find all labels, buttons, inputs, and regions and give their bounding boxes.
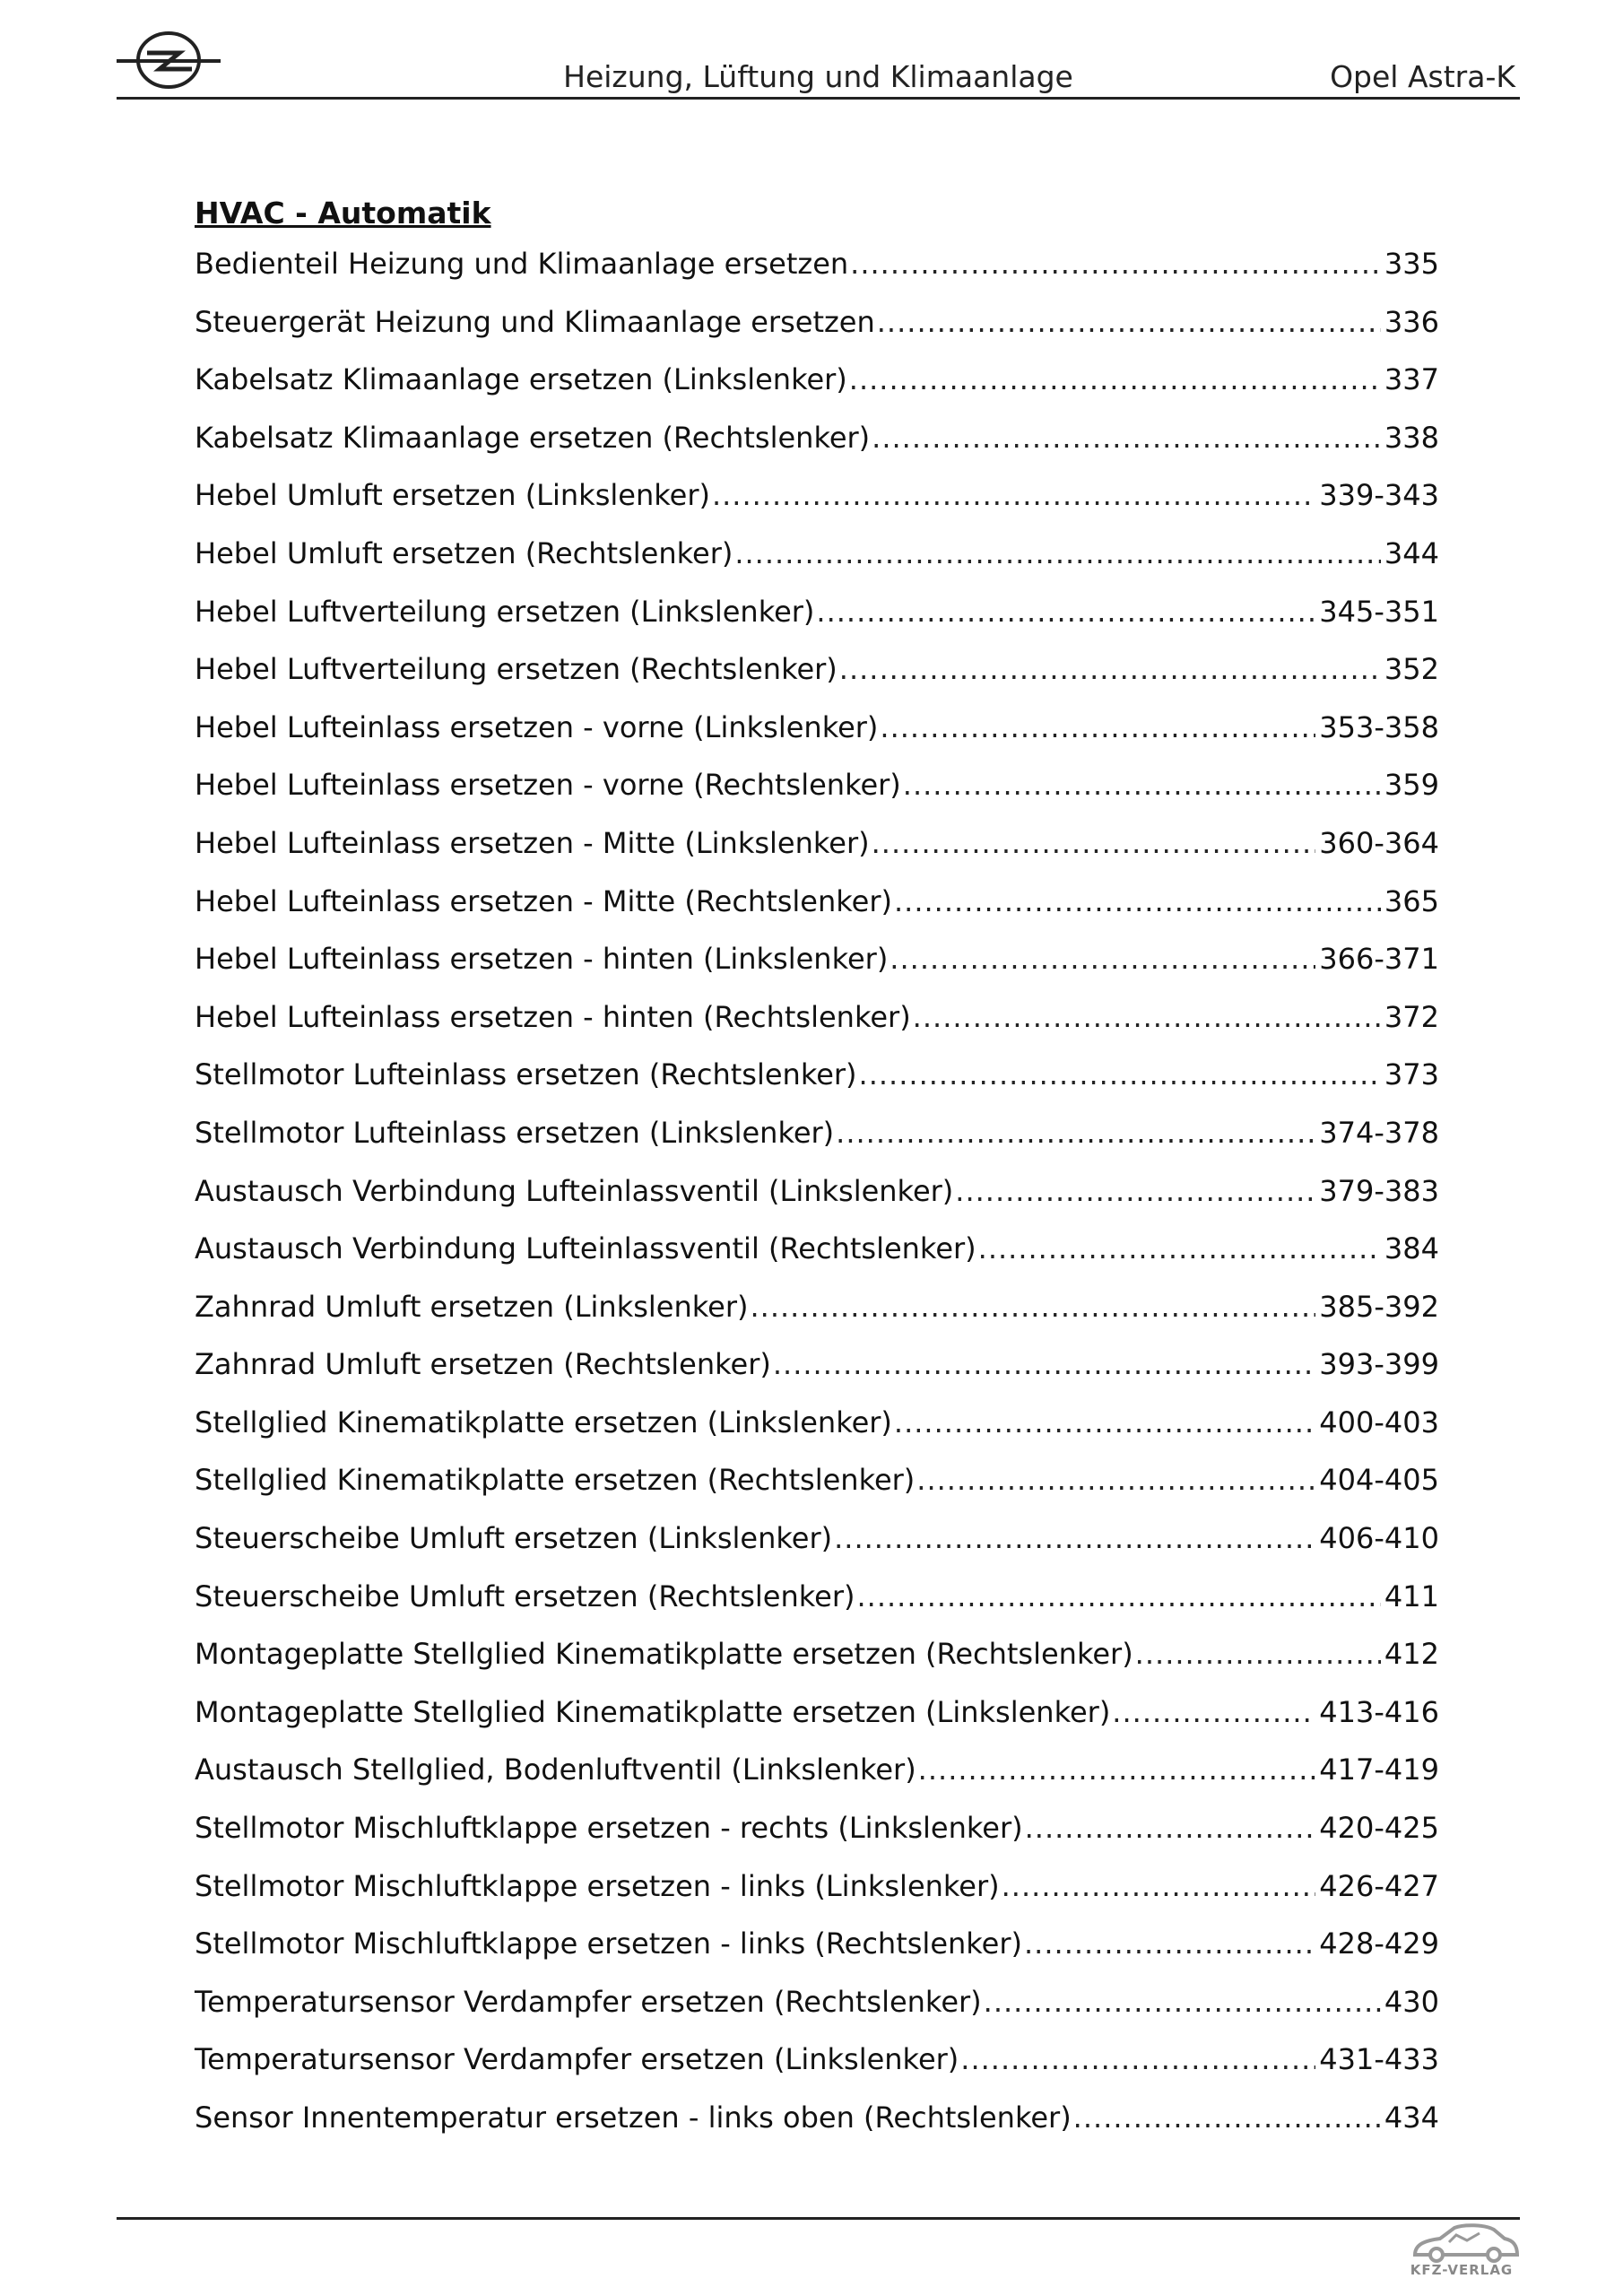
toc-leader-dots — [839, 652, 1381, 686]
toc-entry-page: 338 — [1384, 420, 1439, 455]
publisher-logo-text: KFZ-VERLAG — [1410, 2262, 1514, 2278]
toc-entry-title: Zahnrad Umluft ersetzen (Rechtslenker) — [195, 1347, 771, 1382]
toc-entry-title: Hebel Luftverteilung ersetzen (Linkslenker) — [195, 594, 815, 629]
toc-leader-dots — [849, 362, 1381, 396]
toc-leader-dots — [750, 1290, 1315, 1324]
car-icon — [1399, 2222, 1524, 2264]
toc-leader-dots — [916, 1463, 1315, 1497]
toc-entry — [195, 768, 1439, 826]
toc-entry-page: 379-383 — [1319, 1173, 1439, 1208]
toc-entry-page: 430 — [1384, 1984, 1439, 2019]
toc-entry-title: Steuerscheibe Umluft ersetzen (Rechtslenker) — [195, 1578, 855, 1613]
toc-entry — [195, 884, 1439, 943]
toc-entry-page: 428-429 — [1319, 1926, 1439, 1961]
toc-entry — [195, 2100, 1439, 2159]
toc-entry-page: 412 — [1384, 1637, 1439, 1672]
toc-entry-page: 411 — [1384, 1578, 1439, 1613]
header-model: Opel Astra-K — [1330, 59, 1515, 94]
toc-entry-title: Stellmotor Lufteinlass ersetzen (Rechtslenker) — [195, 1057, 857, 1092]
toc-entry-title: Stellmotor Mischluftklappe ersetzen - rechts (Linkslenker) — [195, 1811, 1023, 1846]
toc-entry — [195, 1290, 1439, 1348]
toc-leader-dots — [984, 1985, 1381, 2019]
toc-entry — [195, 421, 1439, 479]
table-of-contents — [195, 247, 1439, 2159]
toc-leader-dots — [978, 1231, 1381, 1265]
toc-entry — [195, 1869, 1439, 1927]
toc-leader-dots — [1025, 1811, 1316, 1845]
toc-leader-dots — [816, 595, 1315, 629]
toc-entry-title: Austausch Verbindung Lufteinlassventil (Linkslenker) — [195, 1173, 954, 1208]
toc-entry-page: 385-392 — [1319, 1289, 1439, 1324]
toc-leader-dots — [734, 536, 1381, 570]
toc-leader-dots — [872, 826, 1316, 860]
header-title: Heizung, Lüftung und Klimaanlage — [563, 59, 1073, 94]
toc-leader-dots — [773, 1347, 1315, 1381]
page-header — [117, 25, 1520, 100]
toc-leader-dots — [955, 1174, 1315, 1208]
toc-entry — [195, 1116, 1439, 1174]
toc-entry-page: 420-425 — [1319, 1811, 1439, 1846]
toc-entry-title: Austausch Verbindung Lufteinlassventil (Rechtslenker) — [195, 1231, 976, 1266]
toc-entry — [195, 1637, 1439, 1695]
toc-entry-page: 413-416 — [1319, 1694, 1439, 1729]
toc-entry-title: Hebel Lufteinlass ersetzen - vorne (Rechtslenker) — [195, 768, 901, 803]
toc-entry-title: Bedienteil Heizung und Klimaanlage ersetzen — [195, 247, 849, 281]
toc-entry-page: 434 — [1384, 2100, 1439, 2135]
toc-entry-page: 344 — [1384, 535, 1439, 570]
toc-leader-dots — [880, 710, 1315, 744]
toc-entry-title: Kabelsatz Klimaanlage ersetzen (Rechtslenker) — [195, 420, 871, 455]
toc-entry-title: Stellmotor Mischluftklappe ersetzen - links (Linkslenker) — [195, 1868, 1000, 1903]
toc-entry — [195, 652, 1439, 710]
toc-entry — [195, 305, 1439, 363]
toc-leader-dots — [834, 1521, 1315, 1555]
toc-entry-page: 345-351 — [1319, 594, 1439, 629]
toc-leader-dots — [903, 768, 1381, 802]
toc-leader-dots — [960, 2042, 1315, 2076]
publisher-logo — [1399, 2222, 1524, 2291]
toc-leader-dots — [913, 1000, 1381, 1034]
toc-entry-page: 384 — [1384, 1231, 1439, 1266]
toc-entry-page: 359 — [1384, 768, 1439, 803]
toc-leader-dots — [890, 942, 1315, 976]
toc-entry-page: 426-427 — [1319, 1868, 1439, 1903]
toc-entry — [195, 1579, 1439, 1638]
toc-entry — [195, 1521, 1439, 1579]
toc-leader-dots — [1073, 2100, 1381, 2135]
toc-entry — [195, 1405, 1439, 1464]
toc-leader-dots — [712, 478, 1315, 512]
toc-entry-page: 360-364 — [1319, 825, 1439, 860]
toc-entry — [195, 1695, 1439, 1753]
toc-entry-title: Hebel Umluft ersetzen (Linkslenker) — [195, 478, 710, 513]
toc-entry — [195, 362, 1439, 421]
toc-entry-page: 400-403 — [1319, 1405, 1439, 1439]
toc-entry-page: 372 — [1384, 999, 1439, 1034]
toc-entry — [195, 1926, 1439, 1985]
toc-leader-dots — [894, 884, 1381, 918]
toc-leader-dots — [918, 1752, 1316, 1787]
toc-entry-title: Hebel Lufteinlass ersetzen - vorne (Linkslenker) — [195, 709, 879, 744]
toc-leader-dots — [850, 247, 1381, 281]
toc-entry-title: Stellglied Kinematikplatte ersetzen (Rechtslenker) — [195, 1463, 916, 1498]
toc-entry-title: Steuergerät Heizung und Klimaanlage ersetzen — [195, 304, 875, 339]
toc-entry — [195, 1811, 1439, 1869]
toc-entry-page: 374-378 — [1319, 1115, 1439, 1150]
toc-entry-page: 431-433 — [1319, 2042, 1439, 2077]
footer-divider — [117, 2217, 1520, 2220]
toc-entry-page: 366-371 — [1319, 942, 1439, 977]
toc-entry — [195, 1057, 1439, 1116]
toc-entry — [195, 1752, 1439, 1811]
toc-entry-title: Steuerscheibe Umluft ersetzen (Linkslenker) — [195, 1521, 833, 1556]
toc-entry-page: 404-405 — [1319, 1463, 1439, 1498]
toc-leader-dots — [856, 1579, 1380, 1613]
toc-entry-title: Stellglied Kinematikplatte ersetzen (Linkslenker) — [195, 1405, 892, 1439]
toc-entry — [195, 1463, 1439, 1521]
toc-entry-title: Zahnrad Umluft ersetzen (Linkslenker) — [195, 1289, 749, 1324]
toc-leader-dots — [859, 1057, 1381, 1091]
toc-leader-dots — [836, 1116, 1315, 1150]
toc-entry-page: 352 — [1384, 652, 1439, 687]
toc-entry-page: 373 — [1384, 1057, 1439, 1092]
toc-entry — [195, 1347, 1439, 1405]
toc-entry-title: Montageplatte Stellglied Kinematikplatte ersetzen (Linkslenker) — [195, 1694, 1111, 1729]
section-title: HVAC - Automatik — [195, 196, 491, 230]
toc-entry-title: Montageplatte Stellglied Kinematikplatte ersetzen (Rechtslenker) — [195, 1637, 1133, 1672]
toc-entry-page: 365 — [1384, 883, 1439, 918]
toc-entry-page: 335 — [1384, 247, 1439, 281]
toc-entry-page: 337 — [1384, 362, 1439, 397]
toc-entry — [195, 1231, 1439, 1290]
toc-leader-dots — [1002, 1869, 1316, 1903]
toc-entry-title: Sensor Innentemperatur ersetzen - links oben (Rechtslenker) — [195, 2100, 1072, 2135]
toc-entry-title: Hebel Lufteinlass ersetzen - Mitte (Linkslenker) — [195, 825, 870, 860]
toc-entry-title: Austausch Stellglied, Bodenluftventil (Linkslenker) — [195, 1752, 916, 1787]
toc-entry — [195, 710, 1439, 769]
toc-entry — [195, 247, 1439, 305]
toc-entry-title: Hebel Umluft ersetzen (Rechtslenker) — [195, 535, 733, 570]
toc-leader-dots — [1024, 1926, 1315, 1961]
toc-entry-title: Kabelsatz Klimaanlage ersetzen (Linkslenker) — [195, 362, 847, 397]
toc-entry-page: 353-358 — [1319, 709, 1439, 744]
toc-entry-title: Hebel Lufteinlass ersetzen - hinten (Rechtslenker) — [195, 999, 911, 1034]
toc-entry-title: Hebel Lufteinlass ersetzen - Mitte (Rechtslenker) — [195, 883, 892, 918]
toc-entry — [195, 595, 1439, 653]
toc-entry — [195, 1985, 1439, 2043]
toc-leader-dots — [1135, 1637, 1381, 1671]
toc-leader-dots — [872, 421, 1381, 455]
toc-entry-title: Temperatursensor Verdampfer ersetzen (Rechtslenker) — [195, 1984, 982, 2019]
toc-entry-page: 336 — [1384, 304, 1439, 339]
toc-entry-page: 393-399 — [1319, 1347, 1439, 1382]
toc-entry — [195, 2042, 1439, 2100]
toc-entry — [195, 536, 1439, 595]
toc-entry-page: 339-343 — [1319, 478, 1439, 513]
toc-entry-title: Stellmotor Mischluftklappe ersetzen - links (Rechtslenker) — [195, 1926, 1022, 1961]
toc-entry-title: Hebel Lufteinlass ersetzen - hinten (Linkslenker) — [195, 942, 889, 977]
toc-entry — [195, 478, 1439, 536]
toc-entry — [195, 1000, 1439, 1058]
toc-entry — [195, 1174, 1439, 1232]
toc-entry-title: Hebel Luftverteilung ersetzen (Rechtslenker) — [195, 652, 838, 687]
toc-entry — [195, 942, 1439, 1000]
toc-entry-title: Temperatursensor Verdampfer ersetzen (Linkslenker) — [195, 2042, 959, 2077]
toc-entry-page: 406-410 — [1319, 1521, 1439, 1556]
toc-entry — [195, 826, 1439, 884]
toc-entry-page: 417-419 — [1319, 1752, 1439, 1787]
toc-leader-dots — [1112, 1695, 1315, 1729]
toc-entry-title: Stellmotor Lufteinlass ersetzen (Linkslenker) — [195, 1115, 835, 1150]
toc-leader-dots — [894, 1405, 1315, 1439]
toc-leader-dots — [877, 305, 1381, 339]
